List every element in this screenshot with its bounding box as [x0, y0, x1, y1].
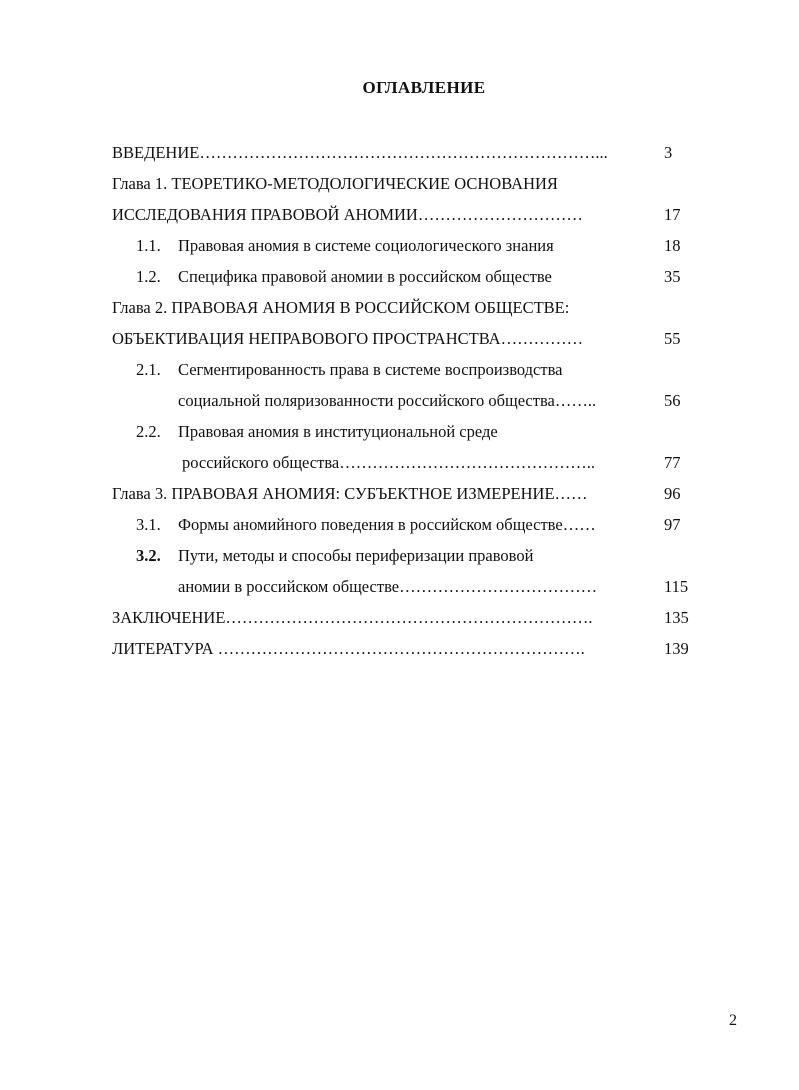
toc-entry-title: ИССЛЕДОВАНИЯ ПРАВОВОЙ АНОМИИ………………………… — [112, 205, 583, 224]
toc-entry-title: Пути, методы и способы периферизации правовой — [178, 546, 534, 565]
toc-entry-number: 3.1. — [136, 515, 161, 534]
toc-entry-title: аномии в российском обществе……………………………… — [178, 577, 598, 596]
toc-entry — [112, 639, 704, 670]
toc-entry-page: 3 — [664, 143, 673, 162]
toc-entry-title: Правовая аномия в институциональной среде — [178, 422, 498, 441]
toc-entry-number: 3.2. — [136, 546, 161, 565]
toc-entry-title: Глава 1. ТЕОРЕТИКО-МЕТОДОЛОГИЧЕСКИЕ ОСНОВАНИЯ — [112, 174, 558, 193]
toc-entry — [112, 329, 704, 360]
toc-entry-number: 1.2. — [136, 267, 161, 286]
toc-entry-title: Правовая аномия в системе социологического знания — [178, 236, 554, 255]
toc-entry — [112, 298, 704, 329]
toc-entry-number: 2.2. — [136, 422, 161, 441]
toc-entry-title: Формы аномийного поведения в российском обществе…… — [178, 515, 596, 534]
toc-entry — [112, 143, 704, 174]
toc-subentry — [112, 546, 704, 577]
toc-subentry-continuation — [112, 453, 704, 484]
toc-entry-title: Сегментированность права в системе воспроизводства — [178, 360, 563, 379]
toc-entry-number: 2.1. — [136, 360, 161, 379]
table-of-contents — [112, 143, 704, 670]
page-number: 2 — [729, 1012, 737, 1029]
toc-subentry — [112, 360, 704, 391]
toc-entry-page: 56 — [664, 391, 681, 410]
toc-entry — [112, 608, 704, 639]
toc-entry-title: Глава 3. ПРАВОВАЯ АНОМИЯ: СУБЪЕКТНОЕ ИЗМЕРЕНИЕ…… — [112, 484, 588, 503]
toc-entry — [112, 484, 704, 515]
toc-entry-title: ЗАКЛЮЧЕНИЕ…………………………………………………………. — [112, 608, 593, 627]
toc-subentry — [112, 236, 704, 267]
toc-entry-title: Специфика правовой аномии в российском обществе — [178, 267, 552, 286]
toc-entry-page: 18 — [664, 236, 681, 255]
toc-entry — [112, 174, 704, 205]
toc-entry-page: 115 — [664, 577, 689, 596]
toc-subentry — [112, 515, 704, 546]
toc-entry-page: 77 — [664, 453, 681, 472]
toc-subentry-continuation — [112, 391, 704, 422]
toc-entry-title: ЛИТЕРАТУРА …………………………………………………………. — [112, 639, 585, 658]
toc-subentry — [112, 267, 704, 298]
toc-entry-page: 97 — [664, 515, 681, 534]
toc-entry-title: Глава 2. ПРАВОВАЯ АНОМИЯ В РОССИЙСКОМ ОБЩЕСТВЕ: — [112, 298, 570, 317]
toc-entry — [112, 205, 704, 236]
toc-entry-title: ВВЕДЕНИЕ………………………………………………………………... — [112, 143, 608, 162]
toc-entry-page: 96 — [664, 484, 681, 503]
toc-entry-page: 55 — [664, 329, 681, 348]
toc-entry-title: социальной поляризованности российского общества…….. — [178, 391, 597, 410]
toc-entry-page: 17 — [664, 205, 681, 224]
toc-entry-number: 1.1. — [136, 236, 161, 255]
toc-subentry-continuation — [112, 577, 704, 608]
toc-entry-page: 135 — [664, 608, 689, 627]
toc-subentry — [112, 422, 704, 453]
page-title: ОГЛАВЛЕНИЕ — [362, 78, 486, 97]
toc-entry-title: российского общества……………………………………….. — [182, 453, 595, 472]
toc-entry-page: 35 — [664, 267, 681, 286]
toc-entry-page: 139 — [664, 639, 689, 658]
toc-entry-title: ОБЪЕКТИВАЦИЯ НЕПРАВОВОГО ПРОСТРАНСТВА…………… — [112, 329, 584, 348]
